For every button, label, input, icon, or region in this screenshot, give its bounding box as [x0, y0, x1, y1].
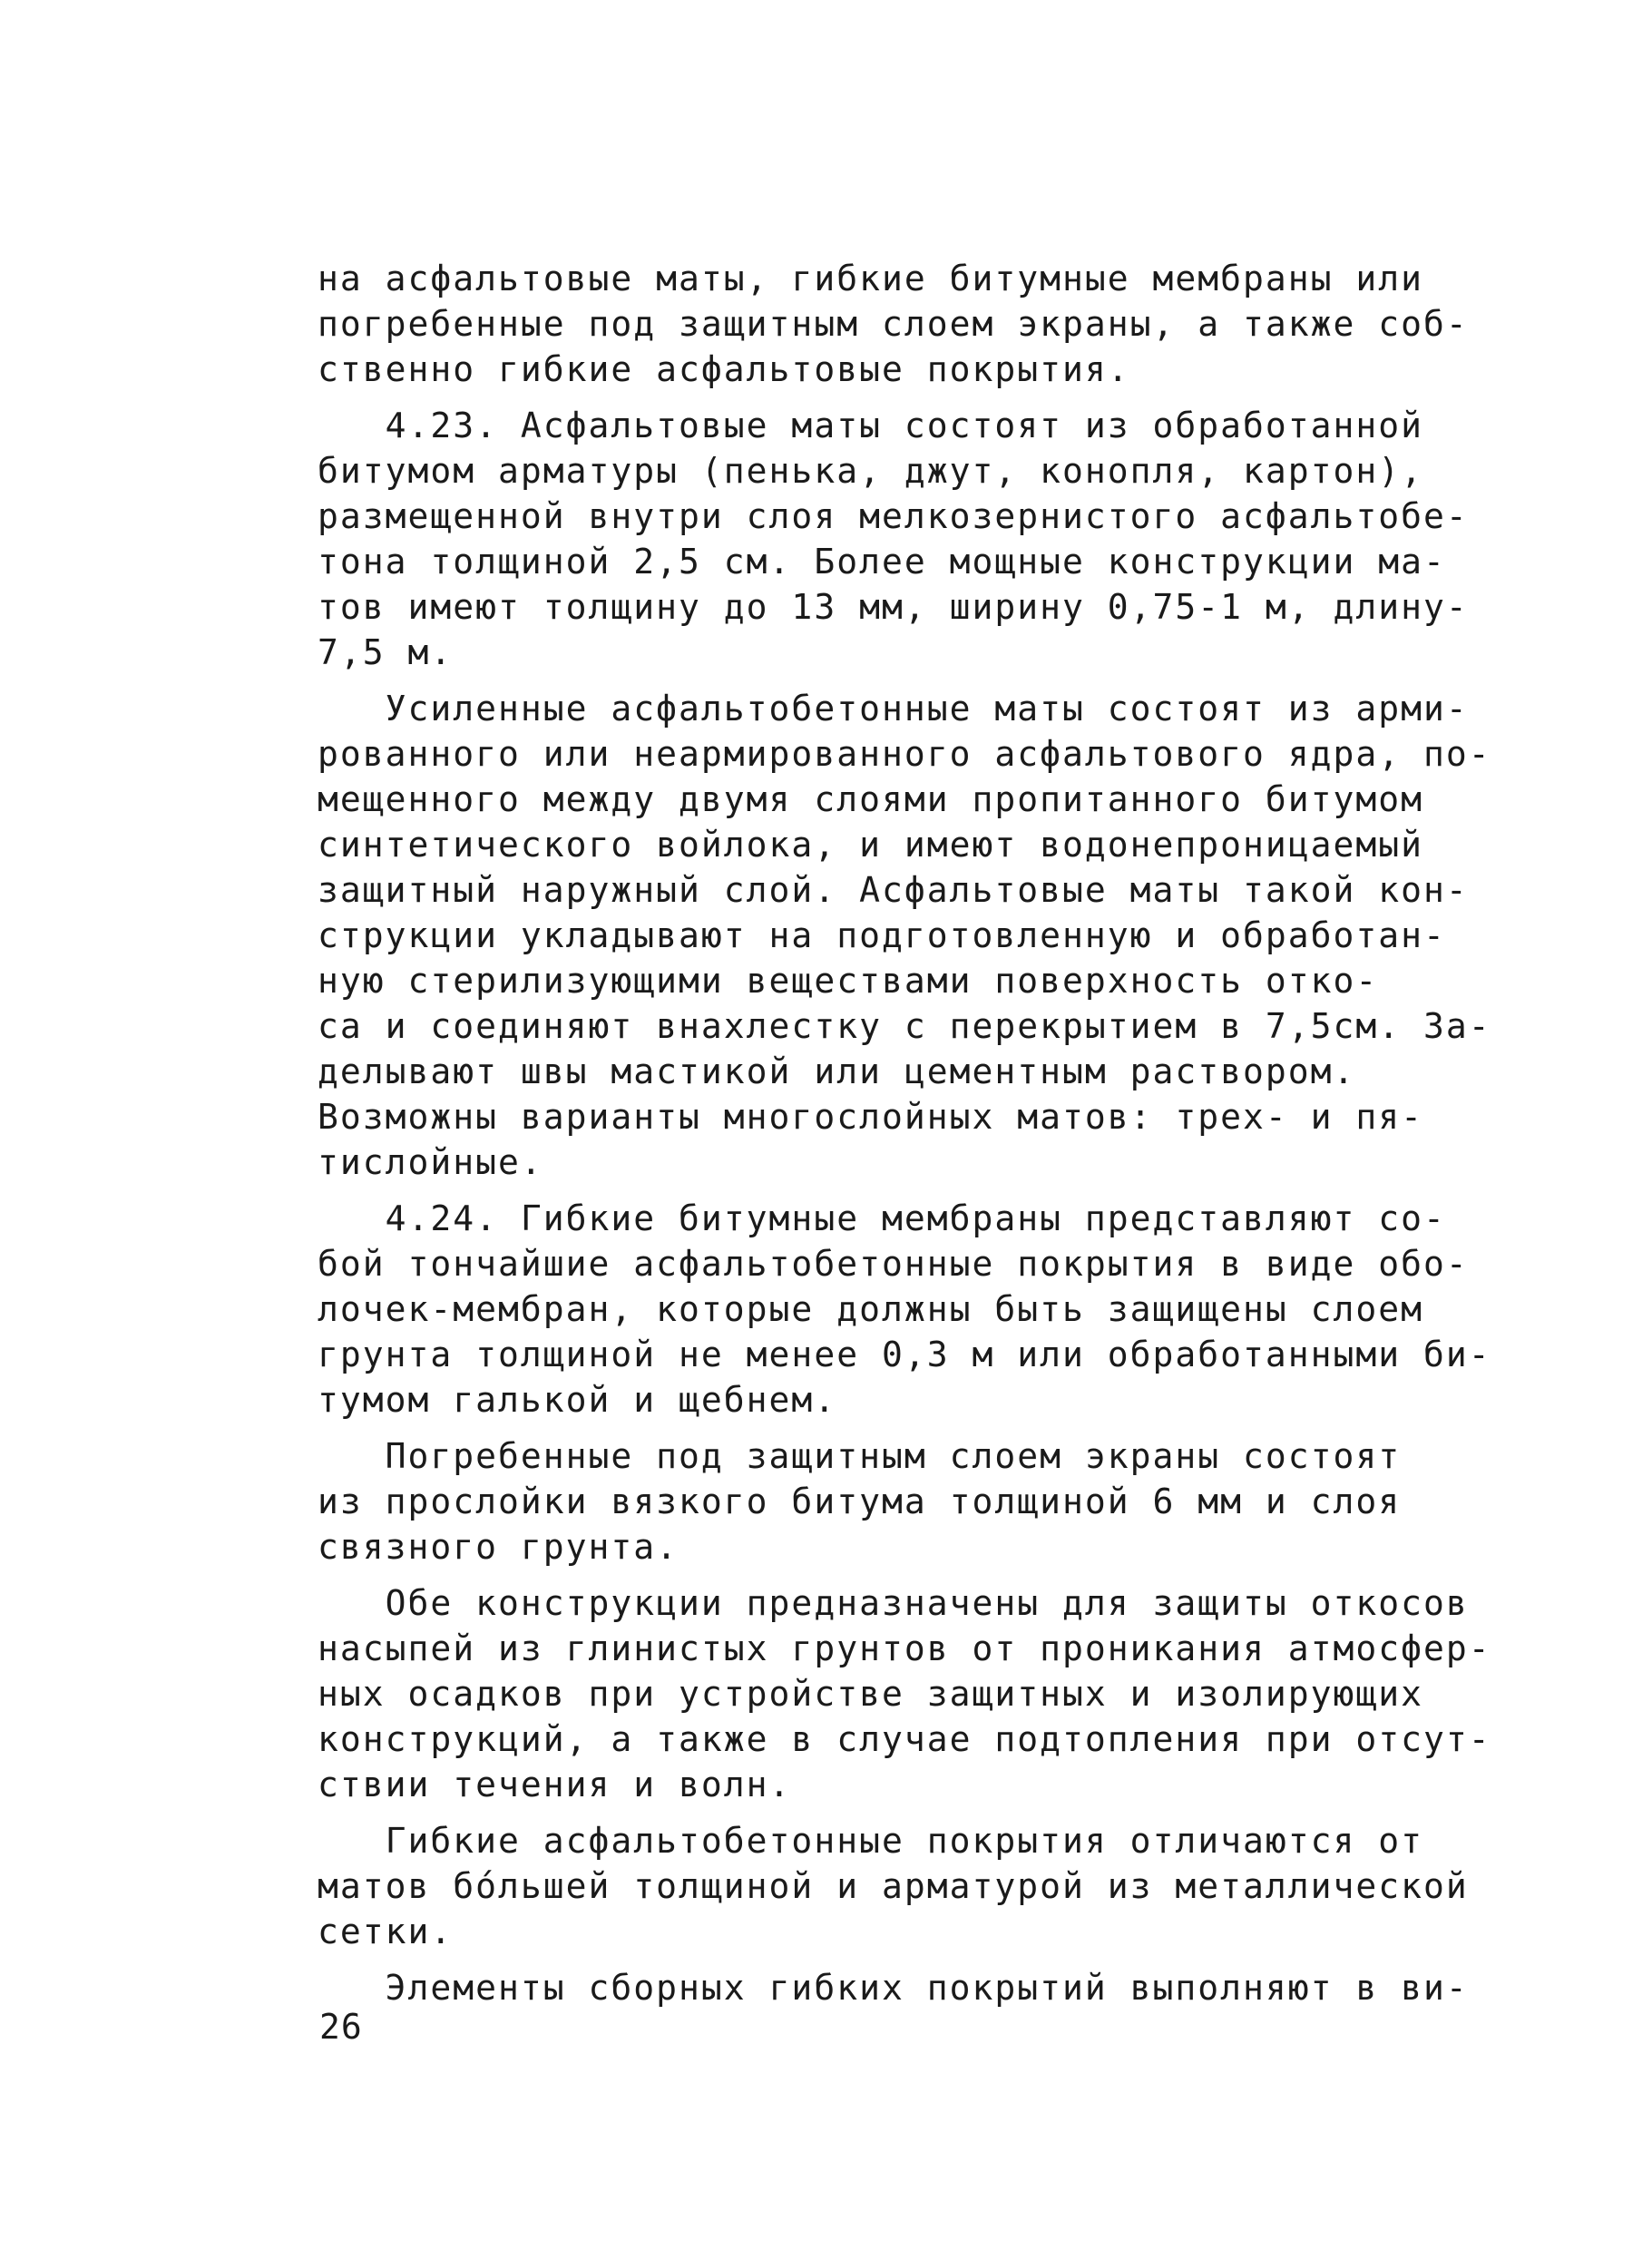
- text-line: битумом арматуры (пенька, джут, конопля, картон),: [318, 451, 1424, 491]
- text-line: ных осадков при устройстве защитных и изолирующих: [318, 1674, 1424, 1714]
- text-line: мещенного между двумя слоями пропитанного битумом: [318, 779, 1424, 819]
- paragraph: [318, 256, 1497, 392]
- paragraph-gap: [318, 1185, 1497, 1196]
- paragraph: [318, 1818, 1497, 1954]
- text-line: матов бóльшей толщиной и арматурой из металлической: [318, 1866, 1469, 1906]
- text-line: синтетического войлока, и имеют водонепроницаемый: [318, 825, 1424, 865]
- page-number: 26: [319, 2007, 363, 2047]
- text-line: насыпей из глинистых грунтов от проникания атмосфер-: [318, 1628, 1491, 1668]
- text-line: бой тончайшие асфальтобетонные покрытия в виде обо-: [318, 1244, 1469, 1284]
- text-line: Элементы сборных гибких покрытий выполняют в ви-: [318, 1968, 1469, 2008]
- text-line: 7,5 м.: [318, 632, 454, 672]
- text-line: Усиленные асфальтобетонные маты состоят из арми-: [318, 689, 1469, 729]
- text-line: на асфальтовые маты, гибкие битумные мембраны или: [318, 259, 1424, 298]
- paragraph-gap: [318, 1570, 1497, 1580]
- text-line: сетки.: [318, 1912, 454, 1951]
- text-line: Обе конструкции предназначены для защиты откосов: [318, 1583, 1469, 1623]
- paragraph-gap: [318, 392, 1497, 403]
- text-line: погребенные под защитным слоем экраны, а также соб-: [318, 304, 1469, 344]
- text-line: защитный наружный слой. Асфальтовые маты такой кон-: [318, 870, 1469, 910]
- paragraph-gap: [318, 1807, 1497, 1818]
- text-line: 4.24. Гибкие битумные мембраны представляют со-: [318, 1198, 1446, 1238]
- paragraph-gap: [318, 1423, 1497, 1433]
- body-text: [318, 256, 1497, 2010]
- text-line: Возможны варианты многослойных матов: трех- и пя-: [318, 1097, 1424, 1137]
- paragraph-gap: [318, 675, 1497, 686]
- text-line: ную стерилизующими веществами поверхность отко-: [318, 961, 1379, 1001]
- paragraph-gap: [318, 1954, 1497, 1965]
- paragraph: [318, 1580, 1497, 1807]
- text-line: тона толщиной 2,5 см. Более мощные конструкции ма-: [318, 542, 1446, 582]
- paragraph: [318, 403, 1497, 675]
- paragraph: [318, 1965, 1497, 2010]
- text-line: тов имеют толщину до 13 мм, ширину 0,75-1 м, длину-: [318, 587, 1469, 627]
- text-line: лочек-мембран, которые должны быть защищены слоем: [318, 1289, 1424, 1329]
- paragraph: [318, 1433, 1497, 1570]
- text-line: размещенной внутри слоя мелкозернистого асфальтобе-: [318, 496, 1469, 536]
- text-line: грунта толщиной не менее 0,3 м или обработанными би-: [318, 1335, 1491, 1374]
- paragraph: [318, 1196, 1497, 1423]
- text-line: конструкций, а также в случае подтопления при отсут-: [318, 1719, 1491, 1759]
- text-line: струкции укладывают на подготовленную и обработан-: [318, 915, 1446, 955]
- text-line: Погребенные под защитным слоем экраны состоят: [318, 1436, 1402, 1476]
- text-line: ственно гибкие асфальтовые покрытия.: [318, 349, 1130, 389]
- text-line: тислойные.: [318, 1142, 543, 1182]
- text-line: тумом галькой и щебнем.: [318, 1380, 837, 1420]
- text-line: делывают швы мастикой или цементным раствором.: [318, 1051, 1356, 1091]
- text-line: 4.23. Асфальтовые маты состоят из обработанной: [318, 406, 1424, 445]
- text-line: рованного или неармированного асфальтового ядра, по-: [318, 734, 1491, 774]
- text-line: ствии течения и волн.: [318, 1765, 792, 1804]
- paragraph: [318, 686, 1497, 1185]
- text-line: связного грунта.: [318, 1527, 679, 1567]
- text-line: из прослойки вязкого битума толщиной 6 мм и слоя: [318, 1482, 1402, 1521]
- text-line: са и соединяют внахлестку с перекрытием в 7,5см. За-: [318, 1006, 1491, 1046]
- text-line: Гибкие асфальтобетонные покрытия отличаются от: [318, 1821, 1424, 1861]
